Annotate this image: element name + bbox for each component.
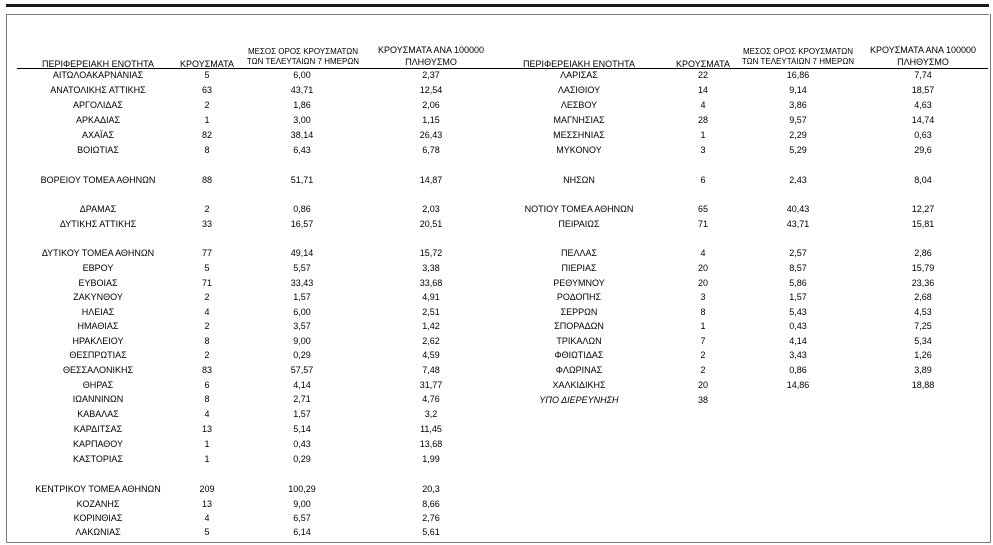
cell-avg7: 16,57 (290, 219, 314, 229)
cell-avg7: 38,14 (290, 130, 314, 140)
cell-name: ΜΕΣΣΗΝΙΑΣ (553, 130, 605, 140)
cell-avg7: 5,29 (789, 145, 807, 155)
left-header-region: ΠΕΡΙΦΕΡΕΙΑΚΗ ΕΝΟΤΗΤΑ (41, 59, 155, 69)
cell-name: ΖΑΚΥΝΘΟΥ (73, 292, 123, 302)
cell-cases: 33 (201, 219, 212, 229)
cell-cases: 2 (204, 321, 210, 331)
cell-avg7: 4,14 (789, 336, 807, 346)
cell-avg7: 49,14 (290, 248, 314, 258)
left-header-avg7-line1: ΜΕΣΟΣ ΟΡΟΣ ΚΡΟΥΣΜΑΤΩΝ (247, 47, 359, 56)
cell-name: ΚΑΒΑΛΑΣ (77, 409, 119, 419)
cell-cases: 4 (204, 307, 210, 317)
left-header-avg7 (241, 47, 365, 67)
top-border (6, 4, 989, 7)
cell-name: ΗΛΕΙΑΣ (81, 307, 115, 317)
cell-cases: 8 (700, 307, 706, 317)
cell-per100k: 29,6 (914, 145, 932, 155)
cell-per100k: 8,04 (914, 175, 932, 185)
cell-avg7: 40,43 (786, 204, 810, 214)
cell-per100k: 15,79 (911, 263, 935, 273)
cell-name: ΘΗΡΑΣ (82, 380, 114, 390)
cell-per100k: 2,37 (422, 70, 440, 80)
cell-per100k: 2,03 (422, 204, 440, 214)
left-header-underline (17, 68, 500, 69)
cell-cases: 6 (204, 380, 210, 390)
cell-avg7: 5,14 (293, 424, 311, 434)
right-header-avg7 (736, 47, 860, 67)
cell-cases: 83 (201, 365, 212, 375)
cell-avg7: 6,14 (293, 527, 311, 537)
cell-name: ΣΠΟΡΑΔΩΝ (554, 321, 604, 331)
cell-per100k: 12,54 (419, 85, 443, 95)
cell-avg7: 3,43 (789, 350, 807, 360)
cell-avg7: 57,57 (290, 365, 314, 375)
left-header-per100k (366, 44, 496, 68)
left-header-cases: ΚΡΟΥΣΜΑΤΑ (180, 59, 234, 69)
cell-cases: 65 (697, 204, 708, 214)
cell-avg7: 51,71 (290, 175, 314, 185)
cell-cases: 1 (700, 321, 706, 331)
cell-cases: 4 (700, 248, 706, 258)
cell-per100k: 26,43 (419, 130, 443, 140)
cell-cases: 5 (204, 263, 210, 273)
cell-name: ΜΥΚΟΝΟΥ (556, 145, 602, 155)
cell-name: ΗΜΑΘΙΑΣ (77, 321, 119, 331)
right-header-region: ΠΕΡΙΦΕΡΕΙΑΚΗ ΕΝΟΤΗΤΑ (522, 59, 636, 69)
cell-name: ΡΕΘΥΜΝΟΥ (553, 278, 605, 288)
cell-avg7: 6,57 (293, 513, 311, 523)
cell-cases: 2 (204, 350, 210, 360)
cell-per100k: 23,36 (911, 278, 935, 288)
cell-per100k: 2,06 (422, 100, 440, 110)
cell-per100k: 7,25 (914, 321, 932, 331)
cell-per100k: 12,27 (911, 204, 935, 214)
cell-avg7: 4,14 (293, 380, 311, 390)
cell-cases: 20 (697, 380, 708, 390)
right-header-underline (500, 68, 988, 69)
cell-name: ΒΟΡΕΙΟΥ ΤΟΜΕΑ ΑΘΗΝΩΝ (40, 175, 156, 185)
cell-name: ΑΡΚΑΔΙΑΣ (75, 115, 121, 125)
cell-per100k: 5,61 (422, 527, 440, 537)
cell-cases: 4 (204, 513, 210, 523)
cell-avg7: 3,57 (293, 321, 311, 331)
cell-name: ΗΡΑΚΛΕΙΟΥ (72, 336, 124, 346)
cell-per100k: 5,34 (914, 336, 932, 346)
cell-per100k: 4,59 (422, 350, 440, 360)
cell-cases: 4 (700, 100, 706, 110)
cell-name: ΕΥΒΟΙΑΣ (78, 278, 118, 288)
cell-per100k: 20,3 (422, 484, 440, 494)
cell-cases: 5 (204, 70, 210, 80)
cell-per100k: 18,57 (911, 85, 935, 95)
cell-cases: 8 (204, 394, 210, 404)
cell-name: ΑΡΓΟΛΙΔΑΣ (73, 100, 123, 110)
cell-avg7: 2,29 (789, 130, 807, 140)
cell-avg7: 6,00 (293, 70, 311, 80)
cell-per100k: 1,42 (422, 321, 440, 331)
cell-cases: 1 (204, 439, 210, 449)
cell-avg7: 5,43 (789, 307, 807, 317)
cell-avg7: 43,71 (786, 219, 810, 229)
cell-avg7: 6,43 (293, 145, 311, 155)
cell-name: ΜΑΓΝΗΣΙΑΣ (553, 115, 605, 125)
cell-name: ΑΧΑΪΑΣ (81, 130, 115, 140)
cell-name: ΠΕΙΡΑΙΩΣ (558, 219, 600, 229)
cell-per100k: 1,26 (914, 350, 932, 360)
cell-name: ΠΕΛΛΑΣ (560, 248, 598, 258)
cell-name: ΠΙΕΡΙΑΣ (561, 263, 597, 273)
cell-avg7: 1,57 (789, 292, 807, 302)
cell-cases: 3 (700, 292, 706, 302)
cell-avg7: 16,86 (786, 70, 810, 80)
cell-per100k: 2,62 (422, 336, 440, 346)
cell-name: ΕΒΡΟΥ (82, 263, 114, 273)
cell-cases: 2 (204, 292, 210, 302)
cell-per100k: 11,45 (420, 424, 442, 434)
cell-avg7: 1,57 (293, 292, 311, 302)
cell-avg7: 0,86 (789, 365, 807, 375)
cell-avg7: 8,57 (789, 263, 807, 273)
cell-name: ΛΕΣΒΟΥ (560, 100, 598, 110)
left-header-per100k-line1: ΚΡΟΥΣΜΑΤΑ ΑΝΑ 100000 (378, 45, 484, 55)
cell-cases: 1 (204, 115, 210, 125)
cell-name: ΚΑΡΠΑΘΟΥ (72, 439, 124, 449)
cell-cases: 2 (204, 100, 210, 110)
cell-avg7: 1,57 (293, 409, 311, 419)
cell-avg7: 0,29 (293, 350, 311, 360)
cell-avg7: 2,43 (789, 175, 807, 185)
cell-cases: 209 (199, 484, 215, 494)
cell-per100k: 31,77 (419, 380, 443, 390)
cell-per100k: 2,76 (422, 513, 440, 523)
cell-cases: 1 (204, 454, 210, 464)
cell-per100k: 4,53 (914, 307, 932, 317)
cell-per100k: 14,87 (419, 175, 443, 185)
cell-per100k: 0,63 (914, 130, 932, 140)
cell-per100k: 4,91 (422, 292, 440, 302)
cell-avg7: 3,00 (293, 115, 311, 125)
cell-cases: 2 (700, 350, 706, 360)
cell-cases: 77 (201, 248, 212, 258)
cell-avg7: 0,86 (293, 204, 311, 214)
cell-per100k: 6,78 (422, 145, 440, 155)
cell-name: ΑΝΑΤΟΛΙΚΗΣ ΑΤΤΙΚΗΣ (50, 85, 146, 95)
cell-avg7: 9,00 (293, 336, 311, 346)
cell-name: ΤΡΙΚΑΛΩΝ (556, 336, 602, 346)
cell-cases: 7 (700, 336, 706, 346)
left-header-avg7-line2: ΤΩΝ ΤΕΛΕΥΤΑΙΩΝ 7 ΗΜΕΡΩΝ (246, 57, 360, 66)
cell-name: ΣΕΡΡΩΝ (560, 307, 598, 317)
right-header-cases: ΚΡΟΥΣΜΑΤΑ (676, 59, 730, 69)
cell-avg7: 0,43 (789, 321, 807, 331)
cell-name: ΝΟΤΙΟΥ ΤΟΜΕΑ ΑΘΗΝΩΝ (524, 204, 634, 214)
right-header-per100k-line2: ΠΛΗΘΥΣΜΟ (897, 57, 949, 67)
cell-per100k: 18,88 (911, 380, 935, 390)
cell-avg7: 3,86 (789, 100, 807, 110)
cell-name: ΚΟΡΙΝΘΙΑΣ (73, 513, 123, 523)
cell-per100k: 4,76 (422, 394, 440, 404)
cell-avg7: 9,00 (293, 499, 311, 509)
cell-avg7: 43,71 (290, 85, 314, 95)
right-header-per100k-line1: ΚΡΟΥΣΜΑΤΑ ΑΝΑ 100000 (870, 45, 976, 55)
cell-cases: 3 (700, 145, 706, 155)
cell-avg7: 0,43 (293, 439, 311, 449)
cell-name: ΔΥΤΙΚΟΥ ΤΟΜΕΑ ΑΘΗΝΩΝ (41, 248, 155, 258)
cell-per100k: 7,74 (914, 70, 932, 80)
cell-per100k: 13,68 (419, 439, 443, 449)
cell-cases: 71 (697, 219, 708, 229)
cell-avg7: 14,86 (786, 380, 810, 390)
cell-name: ΘΕΣΠΡΩΤΙΑΣ (69, 350, 127, 360)
cell-per100k: 2,51 (422, 307, 440, 317)
cell-avg7: 100,29 (288, 484, 316, 494)
cell-cases: 28 (697, 115, 708, 125)
cell-name: ΦΘΙΩΤΙΔΑΣ (554, 350, 604, 360)
cell-cases: 4 (204, 409, 210, 419)
cell-cases: 13 (201, 424, 212, 434)
cell-avg7: 2,71 (293, 394, 311, 404)
cell-name: ΡΟΔΟΠΗΣ (556, 292, 602, 302)
cell-per100k: 15,81 (911, 219, 935, 229)
cell-avg7: 5,86 (789, 278, 807, 288)
cell-per100k: 3,38 (422, 263, 440, 273)
cell-avg7: 1,86 (293, 100, 311, 110)
cell-per100k: 20,51 (419, 219, 443, 229)
cell-cases: 22 (697, 70, 708, 80)
cell-cases: 5 (204, 527, 210, 537)
cell-per100k: 3,89 (914, 365, 932, 375)
right-header-avg7-line2: ΤΩΝ ΤΕΛΕΥΤΑΙΩΝ 7 ΗΜΕΡΩΝ (741, 57, 855, 66)
cell-cases: 13 (201, 499, 212, 509)
cell-per100k: 7,48 (422, 365, 440, 375)
cell-cases: 20 (697, 263, 708, 273)
cell-cases: 2 (700, 365, 706, 375)
cell-per100k: 15,72 (419, 248, 443, 258)
cell-cases: 14 (697, 85, 708, 95)
cell-cases: 82 (201, 130, 212, 140)
cell-cases: 63 (201, 85, 212, 95)
cell-name: ΚΑΣΤΟΡΙΑΣ (73, 454, 123, 464)
cell-per100k: 14,74 (911, 115, 935, 125)
cell-avg7: 5,57 (293, 263, 311, 273)
right-header-per100k (858, 44, 988, 68)
cell-name: ΛΑΚΩΝΙΑΣ (75, 527, 121, 537)
cell-cases: 88 (201, 175, 212, 185)
cell-cases: 38 (697, 395, 708, 405)
cell-name: ΚΟΖΑΝΗΣ (76, 499, 120, 509)
cell-name: ΔΡΑΜΑΣ (79, 204, 117, 214)
cell-name: ΚΑΡΔΙΤΣΑΣ (73, 424, 123, 434)
cell-avg7: 6,00 (293, 307, 311, 317)
cell-per100k: 4,63 (914, 100, 932, 110)
cell-name: ΛΑΡΙΣΑΣ (560, 70, 598, 80)
cell-cases: 20 (697, 278, 708, 288)
cell-per100k: 1,15 (422, 115, 440, 125)
cell-avg7: 33,43 (290, 278, 314, 288)
cell-name: ΙΩΑΝΝΙΝΩΝ (72, 394, 124, 404)
cell-per100k: 3,2 (424, 409, 438, 419)
cell-name: ΝΗΣΩΝ (563, 175, 595, 185)
cell-name: ΘΕΣΣΑΛΟΝΙΚΗΣ (62, 365, 134, 375)
cell-avg7: 2,57 (789, 248, 807, 258)
cell-name: ΚΕΝΤΡΙΚΟΥ ΤΟΜΕΑ ΑΘΗΝΩΝ (35, 484, 161, 494)
cell-per100k: 2,86 (914, 248, 932, 258)
cell-per100k: 2,68 (914, 292, 932, 302)
cell-name: ΦΛΩΡΙΝΑΣ (555, 365, 603, 375)
cell-name: ΛΑΣΙΘΙΟΥ (557, 85, 601, 95)
cell-cases: 1 (700, 130, 706, 140)
cell-avg7: 9,57 (789, 115, 807, 125)
cell-cases: 8 (204, 145, 210, 155)
cell-avg7: 9,14 (789, 85, 807, 95)
cell-per100k: 1,99 (422, 454, 440, 464)
cell-name: ΧΑΛΚΙΔΙΚΗΣ (552, 380, 606, 390)
left-header-per100k-line2: ΠΛΗΘΥΣΜΟ (405, 57, 457, 67)
cell-avg7: 0,29 (293, 454, 311, 464)
right-header-avg7-line1: ΜΕΣΟΣ ΟΡΟΣ ΚΡΟΥΣΜΑΤΩΝ (742, 47, 854, 56)
cell-name: ΥΠΟ ΔΙΕΡΕΥΝΗΣΗ (539, 395, 619, 405)
cell-cases: 71 (201, 278, 212, 288)
cell-cases: 6 (700, 175, 706, 185)
cell-name: ΒΟΙΩΤΙΑΣ (77, 145, 119, 155)
cell-name: ΔΥΤΙΚΗΣ ΑΤΤΙΚΗΣ (59, 219, 137, 229)
cell-cases: 2 (204, 204, 210, 214)
cell-per100k: 33,68 (419, 278, 443, 288)
cell-name: ΑΙΤΩΛΟΑΚΑΡΝΑΝΙΑΣ (52, 70, 144, 80)
cell-per100k: 8,66 (422, 499, 440, 509)
cell-cases: 8 (204, 336, 210, 346)
